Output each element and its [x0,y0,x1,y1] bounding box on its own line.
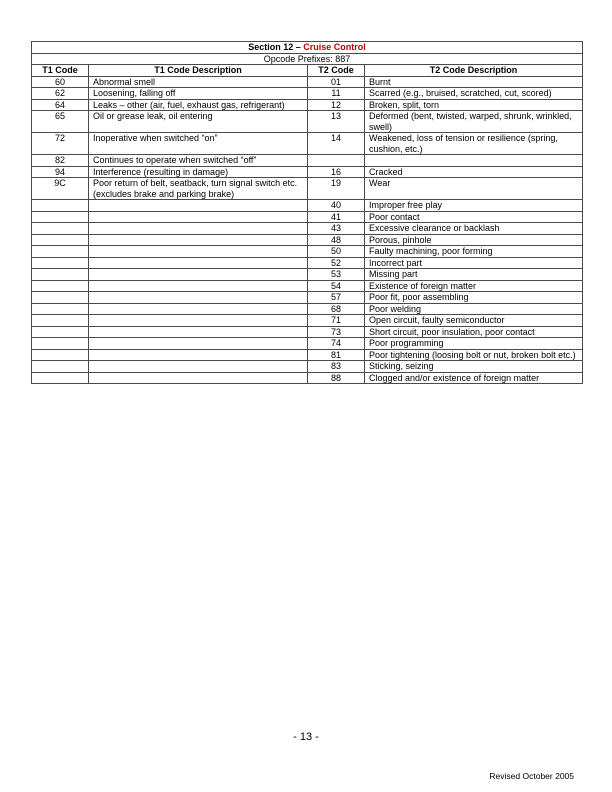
table-body [32,76,583,384]
t1-description-cell [89,349,308,361]
header-row [32,65,583,77]
page-number: - 13 - [293,731,319,743]
t2-description-cell: Poor tightening (loosing bolt or nut, broken bolt etc.) [365,349,583,361]
t2-code-cell: 11 [308,88,365,100]
t1-code-cell [32,361,89,373]
table-row [32,200,583,212]
t1-description-cell [89,269,308,281]
t2-code-cell: 40 [308,200,365,212]
t2-description-cell: Missing part [365,269,583,281]
table-row [32,361,583,373]
table-row [32,234,583,246]
t2-description-cell: Porous, pinhole [365,234,583,246]
t1-code-cell [32,315,89,327]
t2-description-cell: Poor contact [365,211,583,223]
table-row [32,99,583,111]
t1-description-cell: Interference (resulting in damage) [89,166,308,178]
t1-description-cell: Inoperative when switched “on” [89,133,308,155]
t1-description-cell [89,338,308,350]
t1-description-cell: Poor return of belt, seatback, turn signal switch etc. (excludes brake and parking brake) [89,178,308,200]
table-row [32,269,583,281]
t1-code-cell [32,372,89,384]
t1-description-cell [89,200,308,212]
t2-description-cell [365,155,583,167]
t2-description-cell: Excessive clearance or backlash [365,223,583,235]
t2-description-cell: Open circuit, faulty semiconductor [365,315,583,327]
t1-code-cell: 64 [32,99,89,111]
table-row [32,166,583,178]
t2-description-cell: Broken, split, torn [365,99,583,111]
t2-description-cell: Burnt [365,76,583,88]
table-row [32,211,583,223]
t2-code-cell: 88 [308,372,365,384]
table-row [32,338,583,350]
t2-code-cell: 48 [308,234,365,246]
section-name: Cruise Control [303,42,366,52]
t1-code-cell [32,303,89,315]
table-row [32,133,583,155]
t1-code-cell [32,257,89,269]
t1-code-cell: 62 [32,88,89,100]
table-row [32,88,583,100]
table-row [32,303,583,315]
t2-description-cell: Improper free play [365,200,583,212]
t2-code-cell: 19 [308,178,365,200]
t2-code-cell: 81 [308,349,365,361]
prefix-row [32,53,583,65]
section-title [32,42,583,54]
t1-code-cell: 65 [32,111,89,133]
t2-code-cell: 52 [308,257,365,269]
t2-code-cell: 12 [308,99,365,111]
t1-description-cell [89,211,308,223]
t1-description-cell: Loosening, falling off [89,88,308,100]
t1-code-cell [32,223,89,235]
t2-description-cell: Weakened, loss of tension or resilience (spring, cushion, etc.) [365,133,583,155]
t1-code-cell [32,234,89,246]
t2-code-cell: 43 [308,223,365,235]
table-row [32,315,583,327]
table-row [32,280,583,292]
t1-description-cell [89,257,308,269]
header-t1-code: T1 Code [32,65,89,77]
t2-description-cell: Clogged and/or existence of foreign matter [365,372,583,384]
t2-description-cell: Wear [365,178,583,200]
header-t2-description: T2 Code Description [365,65,583,77]
t1-code-cell [32,349,89,361]
t1-description-cell [89,223,308,235]
t2-code-cell: 50 [308,246,365,258]
t2-description-cell: Existence of foreign matter [365,280,583,292]
t1-code-cell: 9C [32,178,89,200]
t2-description-cell: Short circuit, poor insulation, poor contact [365,326,583,338]
t1-code-cell [32,200,89,212]
t2-code-cell: 83 [308,361,365,373]
opcode-prefixes: Opcode Prefixes: 887 [32,53,583,65]
t1-code-cell: 94 [32,166,89,178]
t1-description-cell [89,315,308,327]
section-title-row [32,42,583,54]
t1-code-cell [32,269,89,281]
t1-code-cell [32,246,89,258]
t2-description-cell: Poor fit, poor assembling [365,292,583,304]
t2-code-cell: 41 [308,211,365,223]
t1-description-cell [89,280,308,292]
table-row [32,292,583,304]
t2-description-cell: Scarred (e.g., bruised, scratched, cut, scored) [365,88,583,100]
t2-description-cell: Cracked [365,166,583,178]
table-row [32,326,583,338]
t1-description-cell: Abnormal smell [89,76,308,88]
t1-description-cell [89,246,308,258]
t2-code-cell: 71 [308,315,365,327]
table-row [32,178,583,200]
header-t1-description: T1 Code Description [89,65,308,77]
t1-description-cell: Leaks – other (air, fuel, exhaust gas, refrigerant) [89,99,308,111]
t2-code-cell: 68 [308,303,365,315]
t1-description-cell [89,292,308,304]
t1-description-cell: Oil or grease leak, oil entering [89,111,308,133]
revision-date: Revised October 2005 [489,771,574,781]
table-row [32,372,583,384]
table-row [32,111,583,133]
table-row [32,246,583,258]
t2-description-cell: Sticking, seizing [365,361,583,373]
t2-code-cell: 57 [308,292,365,304]
t1-code-cell [32,326,89,338]
header-t2-code: T2 Code [308,65,365,77]
t1-description-cell [89,326,308,338]
section-label: Section 12 – [248,42,304,52]
t1-code-cell [32,338,89,350]
t1-code-cell: 72 [32,133,89,155]
t1-description-cell [89,361,308,373]
table-row [32,257,583,269]
t1-code-cell [32,292,89,304]
t1-description-cell: Continues to operate when switched “off” [89,155,308,167]
t2-code-cell: 54 [308,280,365,292]
t2-code-cell: 53 [308,269,365,281]
t1-description-cell [89,372,308,384]
t2-code-cell: 73 [308,326,365,338]
t2-description-cell: Incorrect part [365,257,583,269]
t2-description-cell: Poor programming [365,338,583,350]
t2-code-cell: 01 [308,76,365,88]
t1-code-cell [32,211,89,223]
t2-code-cell: 16 [308,166,365,178]
t2-code-cell: 74 [308,338,365,350]
table-row [32,76,583,88]
t2-code-cell: 13 [308,111,365,133]
table-row [32,155,583,167]
t2-code-cell: 14 [308,133,365,155]
t1-code-cell: 60 [32,76,89,88]
table-row [32,223,583,235]
t1-code-cell: 82 [32,155,89,167]
t1-description-cell [89,303,308,315]
table-row [32,349,583,361]
t2-description-cell: Poor welding [365,303,583,315]
t2-description-cell: Deformed (bent, twisted, warped, shrunk, wrinkled, swell) [365,111,583,133]
t1-description-cell [89,234,308,246]
t1-code-cell [32,280,89,292]
code-table [31,41,583,384]
t2-code-cell [308,155,365,167]
t2-description-cell: Faulty machining, poor forming [365,246,583,258]
